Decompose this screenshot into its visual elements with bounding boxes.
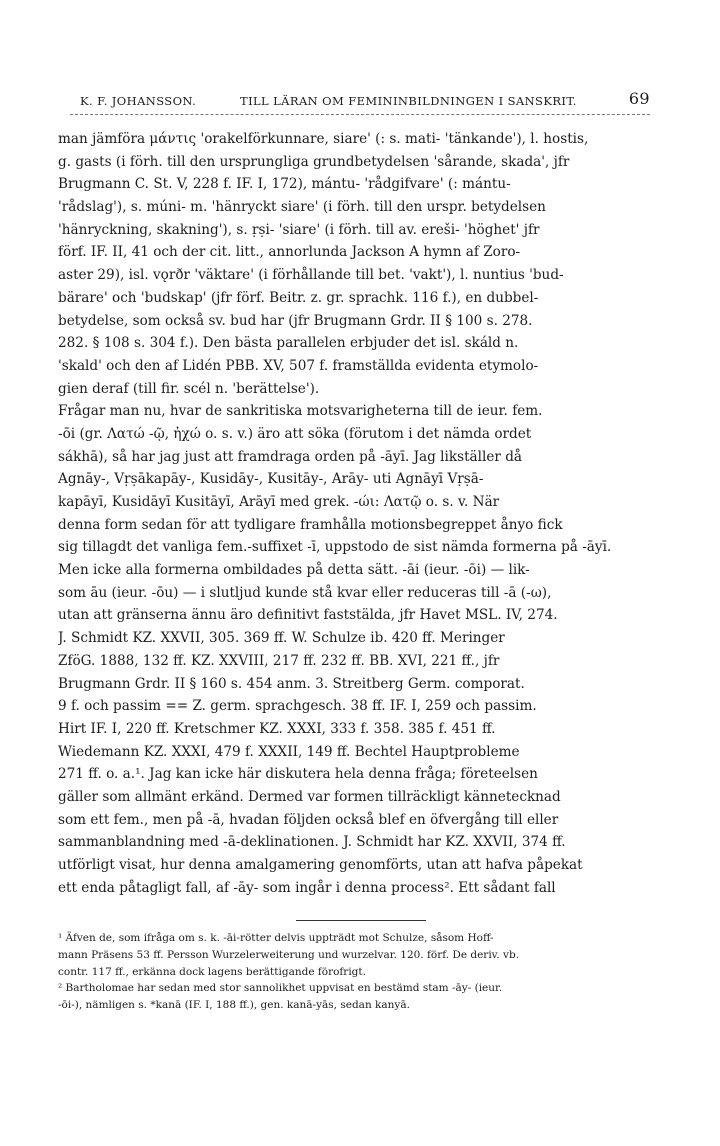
text-line: Agnāy-, Vṛṣākapāy-, Kusidāy-, Kusitāy-, Arāy- uti Agnāyī Vṛṣā- [58, 471, 484, 488]
footnote-line: contr. 117 ff., erkänna dock lagens berättigande förofrigt. [58, 965, 366, 978]
text-line: -ōi (gr. Λατώ -ῷ, ἠχώ o. s. v.) äro att söka (förutom i det nämda ordet [58, 425, 532, 442]
text-line: 271 ff. o. a.¹. Jag kan icke här diskutera hela denna fråga; företeelsen [58, 766, 538, 783]
text-line: 'skald' och den af Lidén PBB. XV, 507 f. framställda evidenta etymolo- [58, 357, 539, 374]
text-line: g. gasts (i förh. till den ursprungliga grundbetydelsen 'sårande, skada', jfr [58, 153, 570, 170]
page-number: 69 [628, 89, 650, 108]
text-line: som ett fem., men på -ā, hvadan följden också blef en öfvergång till eller [58, 811, 559, 828]
text-line: denna form sedan för att tydligare framhålla motionsbegreppet ånyo fick [58, 516, 563, 533]
text-line: 9 f. och passim == Z. germ. sprachgesch. 38 ff. IF. I, 259 och passim. [58, 698, 537, 715]
main-text [58, 128, 658, 899]
text-line: Brugmann C. St. V, 228 f. IF. I, 172), mántu- 'rådgifvare' (: mántu- [58, 176, 511, 193]
text-line: ett enda påtagligt fall, af -āy- som ingår i denna process². Ett sådant fall [58, 879, 556, 896]
text-line: man jämföra μάντις 'orakelförkunnare, siare' (: s. mati- 'tänkande'), l. hostis, [58, 131, 589, 147]
footnote-line: mann Präsens 53 ff. Persson Wurzelerweiterung und wurzelvar. 120. förf. De deriv. vb. [58, 948, 520, 961]
text-line: sákhā), så har jag just att framdraga orden på -āyī. Jag likställer då [58, 448, 522, 465]
text-line: sammanblandning med -ā-deklinationen. J. Schmidt har KZ. XXVII, 374 ff. [58, 834, 566, 851]
footnote-line: ² Bartholomae har sedan med stor sannolikhet uppvisat en bestämd stam -āy- (ieur. [58, 982, 503, 995]
header-rule [70, 114, 650, 115]
text-line: Men icke alla formerna ombildades på detta sätt. -āi (ieur. -ōi) — lik- [58, 562, 530, 579]
header-author: K. F. JOHANSSON. [80, 94, 197, 108]
text-line: 'rådslag'), s. múni- m. 'hänryckt siare' (i förh. till den urspr. betydelsen [58, 199, 546, 216]
footnote-line: ¹ Äfven de, som ifråga om s. k. -āi-rötter delvis uppträdt mot Schulze, såsom Hoff- [58, 932, 494, 944]
text-line: betydelse, som också sv. bud har (jfr Brugmann Grdr. II § 100 s. 278. [58, 312, 533, 329]
text-line: utförligt visat, hur denna amalgamering genomförts, utan att hafva påpekat [58, 857, 583, 873]
text-line: som āu (ieur. -ōu) — i slutljud kunde stå kvar eller reduceras till -ā (-ω), [58, 584, 552, 601]
footnote-line: -ōi-), nämligen s. *kanā (IF. I, 188 ff.), gen. kanā-yās, sedan kanyā. [58, 999, 410, 1012]
text-line: gien deraf (till fir. scél n. 'berättelse'). [58, 380, 320, 397]
text-line: 'hänryckning, skakning'), s. ṛṣi- 'siare' (i förh. till av. ereši- 'höghet' jfr [58, 221, 540, 238]
footnote-rule [296, 920, 426, 921]
header-title: TILL LÄRAN OM FEMININBILDNINGEN I SANSKRIT. [240, 94, 577, 108]
text-line: förf. IF. II, 41 och der cit. litt., annorlunda Jackson A hymn af Zoro- [58, 244, 521, 261]
text-line: bärare' och 'budskap' (jfr förf. Beitr. z. gr. sprachk. 116 f.), en dubbel- [58, 289, 539, 306]
text-line: aster 29), isl. vǫrðr 'väktare' (i förhållande till bet. 'vakt'), l. nuntius 'bud- [58, 267, 564, 284]
text-line: 282. § 108 s. 304 f.). Den bästa parallelen erbjuder det isl. skáld n. [58, 335, 519, 352]
text-line: Hirt IF. I, 220 ff. Kretschmer KZ. XXXI, 333 f. 358. 385 f. 451 ff. [58, 720, 496, 737]
text-line: utan att gränserna ännu äro definitivt faststälda, jfr Havet MSL. IV, 274. [58, 607, 558, 624]
text-line: ZföG. 1888, 132 ff. KZ. XXVIII, 217 ff. 232 ff. BB. XVI, 221 ff., jfr [58, 652, 500, 669]
running-header [70, 89, 650, 111]
text-line: gäller som allmänt erkänd. Dermed var formen tillräckligt kännetecknad [58, 788, 561, 805]
text-line: J. Schmidt KZ. XXVII, 305. 369 ff. W. Schulze ib. 420 ff. Meringer [58, 630, 505, 647]
text-line: Frågar man nu, hvar de sankritiska motsvarigheterna till de ieur. fem. [58, 403, 543, 420]
text-line: Brugmann Grdr. II § 160 s. 454 anm. 3. Streitberg Germ. comporat. [58, 675, 525, 692]
text-line: kapāyī, Kusidāyī Kusitāyī, Arāyī med grek. -ώι: Λατῷ o. s. v. När [58, 494, 500, 510]
text-line: Wiedemann KZ. XXXI, 479 f. XXXII, 149 ff. Bechtel Hauptprobleme [58, 743, 520, 760]
footnotes [58, 930, 658, 1014]
text-line: sig tillagdt det vanliga fem.-suffixet -ī, uppstodo de sist nämda formerna på -āyī. [58, 539, 612, 556]
